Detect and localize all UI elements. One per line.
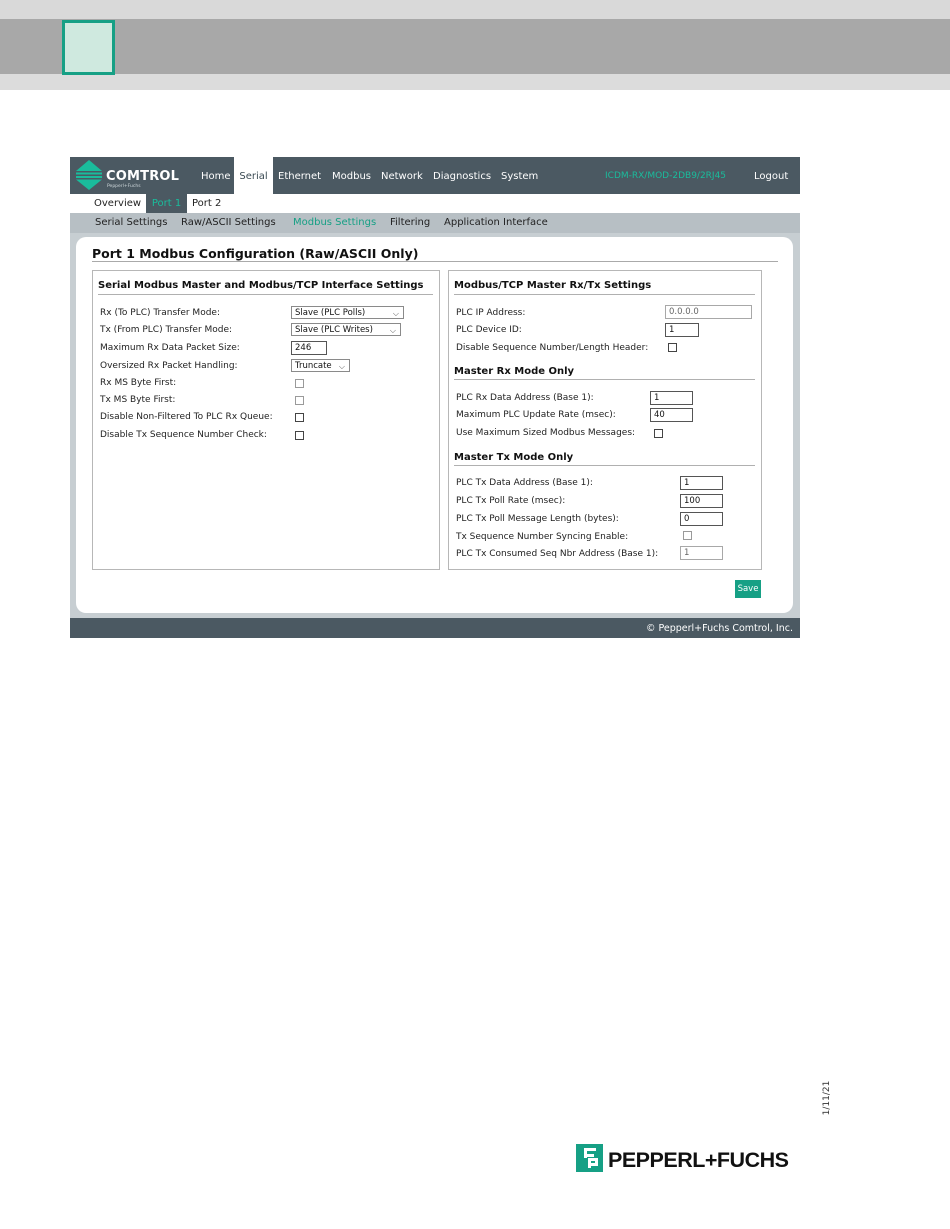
tab-serial-settings[interactable]: Serial Settings xyxy=(95,217,168,228)
tab-port-1[interactable]: Port 1 xyxy=(146,194,187,213)
plc-ip-address-input[interactable]: 0.0.0.0 xyxy=(665,305,752,319)
disable-non-filtered-label: Disable Non-Filtered To PLC Rx Queue: xyxy=(100,412,273,422)
logo-subtext: Pepperl+Fuchs xyxy=(107,184,141,189)
disable-tx-seq-check-label: Disable Tx Sequence Number Check: xyxy=(100,430,267,440)
plc-tx-data-address-label: PLC Tx Data Address (Base 1): xyxy=(456,478,593,488)
logo-text: COMTROL xyxy=(106,169,180,184)
plc-tx-poll-length-label: PLC Tx Poll Message Length (bytes): xyxy=(456,514,619,524)
tab-filtering[interactable]: Filtering xyxy=(390,217,431,228)
nav-diagnostics[interactable]: Diagnostics xyxy=(433,171,492,182)
chevron-down-icon: ⌵ xyxy=(338,362,345,371)
pepperl-fuchs-logo-icon xyxy=(576,1144,603,1172)
disable-seq-header-label: Disable Sequence Number/Length Header: xyxy=(456,343,649,353)
document-header-band xyxy=(0,19,950,74)
pepperl-fuchs-logo xyxy=(576,1144,798,1174)
max-plc-update-rate-label: Maximum PLC Update Rate (msec): xyxy=(456,410,616,420)
tx-seq-syncing-checkbox[interactable] xyxy=(683,531,692,540)
document-top-strip xyxy=(0,0,950,19)
rx-transfer-mode-select[interactable] xyxy=(291,306,404,319)
oversized-packet-handling-select[interactable] xyxy=(291,359,350,372)
document-sub-band xyxy=(0,74,950,90)
chevron-down-icon: ⌵ xyxy=(392,309,399,318)
master-tx-mode-title: Master Tx Mode Only xyxy=(454,452,574,463)
chevron-down-icon: ⌵ xyxy=(389,326,396,335)
nav-ethernet[interactable]: Ethernet xyxy=(278,171,322,182)
nav-system[interactable]: System xyxy=(501,171,539,182)
disable-tx-seq-check-checkbox[interactable] xyxy=(295,431,304,440)
tab-overview[interactable]: Overview xyxy=(94,198,142,209)
settings-tabs-bar xyxy=(70,213,800,233)
comtrol-logo[interactable] xyxy=(76,160,186,192)
rx-transfer-mode-value: Slave (PLC Polls) xyxy=(295,308,366,318)
nav-serial[interactable]: Serial xyxy=(234,157,273,194)
tx-ms-byte-first-label: Tx MS Byte First: xyxy=(100,395,176,405)
master-tx-mode-divider xyxy=(454,465,755,466)
tx-transfer-mode-value: Slave (PLC Writes) xyxy=(295,325,373,335)
nav-home[interactable]: Home xyxy=(201,171,231,182)
tab-modbus-settings[interactable]: Modbus Settings xyxy=(293,217,377,228)
left-section-divider xyxy=(98,294,433,295)
tx-transfer-mode-select[interactable] xyxy=(291,323,401,336)
plc-tx-consumed-seq-input[interactable]: 1 xyxy=(680,546,723,560)
logout-link[interactable]: Logout xyxy=(754,171,789,182)
rx-transfer-mode-label: Rx (To PLC) Transfer Mode: xyxy=(100,308,220,318)
use-max-modbus-messages-label: Use Maximum Sized Modbus Messages: xyxy=(456,428,636,438)
document-date: 1/11/21 xyxy=(822,1080,832,1116)
plc-rx-data-address-label: PLC Rx Data Address (Base 1): xyxy=(456,393,594,403)
tab-port-2[interactable]: Port 2 xyxy=(192,198,222,209)
plc-ip-address-label: PLC IP Address: xyxy=(456,308,526,318)
master-rx-mode-title: Master Rx Mode Only xyxy=(454,366,575,377)
web-ui-screenshot xyxy=(70,157,800,638)
tx-transfer-mode-label: Tx (From PLC) Transfer Mode: xyxy=(100,325,233,335)
tab-raw-ascii-settings[interactable]: Raw/ASCII Settings xyxy=(181,217,276,228)
right-section-title: Modbus/TCP Master Rx/Tx Settings xyxy=(454,280,652,291)
rx-ms-byte-first-label: Rx MS Byte First: xyxy=(100,378,177,388)
max-plc-update-rate-input[interactable]: 40 xyxy=(650,408,693,422)
plc-tx-poll-rate-label: PLC Tx Poll Rate (msec): xyxy=(456,496,566,506)
right-section-divider xyxy=(454,294,755,295)
disable-non-filtered-checkbox[interactable] xyxy=(295,413,304,422)
plc-tx-poll-length-input[interactable]: 0 xyxy=(680,512,723,526)
use-max-modbus-messages-checkbox[interactable] xyxy=(654,429,663,438)
device-model: ICDM-RX/MOD-2DB9/2RJ45 xyxy=(605,171,727,181)
max-rx-packet-size-input[interactable]: 246 xyxy=(291,341,327,355)
tx-seq-syncing-label: Tx Sequence Number Syncing Enable: xyxy=(456,532,629,542)
plc-device-id-label: PLC Device ID: xyxy=(456,325,522,335)
save-button[interactable]: Save xyxy=(735,580,761,598)
tab-application-interface[interactable]: Application Interface xyxy=(444,217,548,228)
rx-ms-byte-first-checkbox[interactable] xyxy=(295,379,304,388)
comtrol-logo-icon xyxy=(76,160,102,190)
oversized-packet-handling-label: Oversized Rx Packet Handling: xyxy=(100,361,238,371)
plc-device-id-input[interactable]: 1 xyxy=(665,323,699,337)
master-rx-mode-divider xyxy=(454,379,755,380)
plc-tx-poll-rate-input[interactable]: 100 xyxy=(680,494,723,508)
disable-seq-header-checkbox[interactable] xyxy=(668,343,677,352)
oversized-packet-handling-value: Truncate xyxy=(295,361,332,371)
nav-network[interactable]: Network xyxy=(381,171,423,182)
page-title: Port 1 Modbus Configuration (Raw/ASCII Only) xyxy=(92,246,419,261)
max-rx-packet-size-label: Maximum Rx Data Packet Size: xyxy=(100,343,240,353)
plc-rx-data-address-input[interactable]: 1 xyxy=(650,391,693,405)
pepperl-fuchs-wordmark: PEPPERL+FUCHS xyxy=(608,1148,789,1172)
plc-tx-consumed-seq-label: PLC Tx Consumed Seq Nbr Address (Base 1): xyxy=(456,549,659,559)
copyright-text: © Pepperl+Fuchs Comtrol, Inc. xyxy=(645,623,793,634)
left-section-title: Serial Modbus Master and Modbus/TCP Interface Settings xyxy=(98,280,424,291)
nav-modbus[interactable]: Modbus xyxy=(332,171,371,182)
chapter-marker xyxy=(62,20,115,75)
tx-ms-byte-first-checkbox[interactable] xyxy=(295,396,304,405)
title-divider xyxy=(92,261,778,262)
plc-tx-data-address-input[interactable]: 1 xyxy=(680,476,723,490)
